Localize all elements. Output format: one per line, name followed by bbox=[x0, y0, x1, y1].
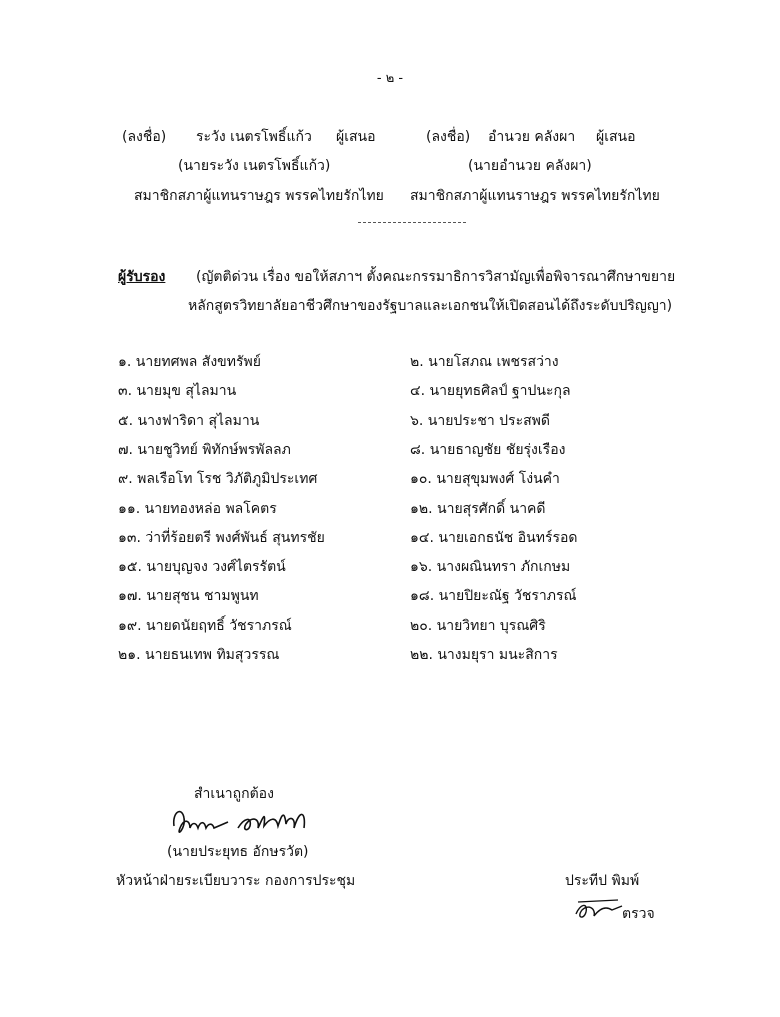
endorser-entry: ๒๑. นายธนเทพ ทิมสุวรรณ bbox=[118, 647, 280, 663]
certified-copy-label: สำเนาถูกต้อง bbox=[194, 786, 274, 802]
proposer-2-role: ผู้เสนอ bbox=[596, 129, 636, 145]
endorser-entry: ๒๐. นายวิทยา บุรณศิริ bbox=[410, 617, 546, 634]
endorser-entry: ๑. นายทศพล สังขทรัพย์ bbox=[118, 354, 261, 370]
divider-line bbox=[358, 222, 466, 223]
endorser-entry: ๙. พลเรือโท โรช วิภัติภูมิประเทศ bbox=[118, 471, 318, 488]
endorser-entry: ๑๐. นายสุขุมพงศ์ โง่นคำ bbox=[410, 471, 560, 488]
endorser-entry: ๕. นางฟาริดา สุไลมาน bbox=[118, 412, 260, 429]
proposer-2-full-name: (นายอำนวย คลังผา) bbox=[468, 158, 592, 174]
proposer-1-position: สมาชิกสภาผู้แทนราษฎร พรรคไทยรักไทย bbox=[134, 188, 384, 204]
checker-label: ตรวจ bbox=[622, 906, 655, 922]
endorser-entry: ๑๕. นายบุญจง วงศ์ไตรรัตน์ bbox=[118, 559, 286, 576]
certifier-name: (นายประยุทธ อักษรวัต) bbox=[167, 844, 309, 860]
endorser-entry: ๓. นายมุข สุไลมาน bbox=[118, 383, 237, 400]
endorse-heading: ผู้รับรอง bbox=[118, 269, 166, 285]
certifier-signature bbox=[168, 798, 318, 844]
endorser-entry: ๘. นายธาญชัย ชัยรุ่งเรือง bbox=[410, 441, 566, 458]
proposer-2-position: สมาชิกสภาผู้แทนราษฎร พรรคไทยรักไทย bbox=[410, 188, 660, 204]
checker-signature bbox=[572, 896, 624, 926]
proposer-1-full-name: (นายระวัง เนตรโพธิ์แก้ว) bbox=[178, 158, 331, 174]
endorser-entry: ๑๔. นายเอกธนัช อินทร์รอด bbox=[410, 529, 578, 546]
proposer-1-sign-prefix: (ลงชื่อ) bbox=[122, 129, 167, 145]
page-number: - ๒ - bbox=[376, 71, 404, 86]
endorse-motion-line-2: หลักสูตรวิทยาลัยอาชีวศึกษาของรัฐบาลและเอกชนให้เปิดสอนได้ถึงระดับปริญญา) bbox=[188, 298, 673, 314]
endorse-motion-line-1: (ญัตติด่วน เรื่อง ขอให้สภาฯ ตั้งคณะกรรมาธิการวิสามัญเพื่อพิจารณาศึกษาขยาย bbox=[196, 269, 676, 285]
endorser-entry: ๔. นายยุทธศิลป์ ฐาปนะกุล bbox=[410, 383, 571, 400]
endorser-entry: ๒๒. นางมยุรา มนะสิการ bbox=[410, 647, 558, 663]
endorser-entry: ๑๓. ว่าที่ร้อยตรี พงศ์พันธ์ สุนทรชัย bbox=[118, 529, 325, 546]
endorser-entry: ๒. นายโสภณ เพชรสว่าง bbox=[410, 354, 559, 370]
endorser-entry: ๑๙. นายดนัยฤทธิ์ วัชราภรณ์ bbox=[118, 617, 292, 634]
typist-label: ประทีป พิมพ์ bbox=[565, 873, 640, 889]
endorser-entry: ๑๗. นายสุชน ชามพูนท bbox=[118, 588, 259, 605]
certifier-title: หัวหน้าฝ่ายระเบียบวาระ กองการประชุม bbox=[116, 873, 356, 889]
endorser-entry: ๑๑. นายทองหล่อ พลโคตร bbox=[118, 500, 277, 517]
proposer-2-sign-name: อำนวย คลังผา bbox=[488, 129, 576, 145]
endorser-entry: ๑๘. นายปิยะณัฐ วัชราภรณ์ bbox=[410, 588, 577, 605]
endorser-entry: ๗. นายชูวิทย์ พิทักษ์พรพัลลภ bbox=[118, 441, 291, 458]
endorser-entry: ๑๖. นางผณินทรา ภักเกษม bbox=[410, 559, 571, 576]
endorser-entry: ๑๒. นายสุรศักดิ์ นาคดี bbox=[410, 500, 546, 517]
proposer-1-sign-name: ระวัง เนตรโพธิ์แก้ว bbox=[196, 129, 312, 145]
proposer-2-sign-prefix: (ลงชื่อ) bbox=[426, 129, 471, 145]
endorser-entry: ๖. นายประชา ประสพดี bbox=[410, 412, 550, 429]
proposer-1-role: ผู้เสนอ bbox=[336, 129, 376, 145]
